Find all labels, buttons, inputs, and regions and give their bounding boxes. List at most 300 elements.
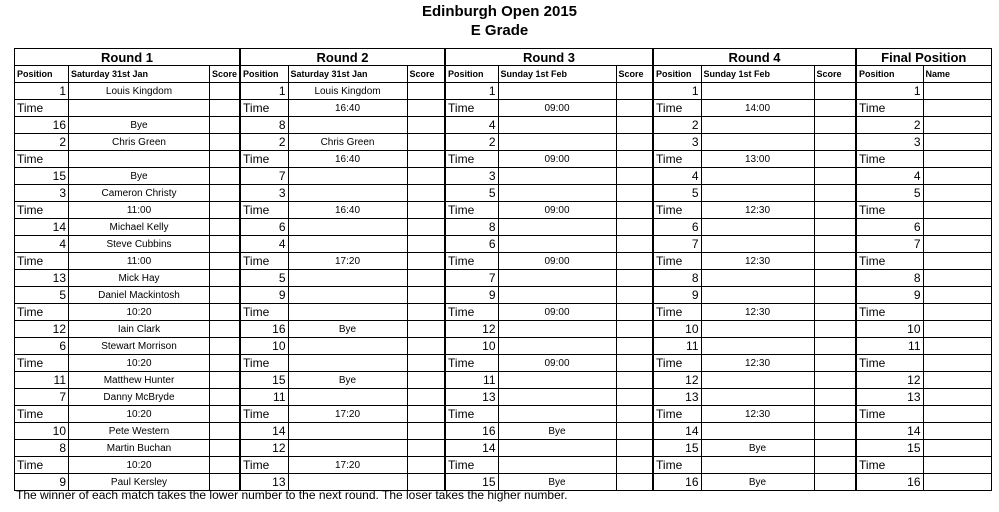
r2-position: 7 bbox=[240, 168, 288, 185]
r2-position: 4 bbox=[240, 236, 288, 253]
r3-player-name: Bye bbox=[498, 423, 616, 440]
r1-score-cell[interactable] bbox=[210, 389, 241, 406]
r3-score-cell bbox=[616, 457, 653, 474]
r1-position: 9 bbox=[15, 474, 69, 491]
r3-player-name bbox=[498, 270, 616, 287]
r1-score-cell[interactable] bbox=[210, 338, 241, 355]
r1-player-name: Cameron Christy bbox=[69, 185, 210, 202]
r2-position: 5 bbox=[240, 270, 288, 287]
r3-time-label: Time bbox=[445, 253, 498, 270]
r3-score-cell[interactable] bbox=[616, 219, 653, 236]
r2-score-cell[interactable] bbox=[407, 236, 445, 253]
r2-position-header: Position bbox=[240, 66, 288, 83]
r3-match-time: 09:00 bbox=[498, 100, 616, 117]
final-blank-cell bbox=[923, 151, 991, 168]
r3-position: 14 bbox=[445, 440, 498, 457]
r2-score-cell[interactable] bbox=[407, 372, 445, 389]
r3-position-header: Position bbox=[445, 66, 498, 83]
r4-player-name bbox=[701, 287, 814, 304]
position-row bbox=[15, 338, 992, 355]
r3-time-label: Time bbox=[445, 100, 498, 117]
position-row bbox=[15, 440, 992, 457]
final-time-label: Time bbox=[856, 355, 923, 372]
r1-score-cell[interactable] bbox=[210, 219, 241, 236]
round-4-header: Round 4 bbox=[653, 49, 856, 66]
r3-score-cell[interactable] bbox=[616, 236, 653, 253]
final-name-cell[interactable] bbox=[923, 219, 991, 236]
r3-score-cell[interactable] bbox=[616, 287, 653, 304]
position-row bbox=[15, 236, 992, 253]
r1-time-label: Time bbox=[15, 100, 69, 117]
r1-player-name: Martin Buchan bbox=[69, 440, 210, 457]
r3-position: 7 bbox=[445, 270, 498, 287]
final-name-cell[interactable] bbox=[923, 389, 991, 406]
r3-match-time: 09:00 bbox=[498, 151, 616, 168]
r2-position: 1 bbox=[240, 83, 288, 100]
r3-score-cell bbox=[616, 151, 653, 168]
r4-position: 1 bbox=[653, 83, 701, 100]
r4-position: 4 bbox=[653, 168, 701, 185]
final-name-cell[interactable] bbox=[923, 168, 991, 185]
r1-match-time bbox=[69, 100, 210, 117]
r1-player-name: Chris Green bbox=[69, 134, 210, 151]
r2-score-cell[interactable] bbox=[407, 117, 445, 134]
final-position: 3 bbox=[856, 134, 923, 151]
r2-score-cell bbox=[407, 202, 445, 219]
r3-position: 11 bbox=[445, 372, 498, 389]
r2-player-name bbox=[288, 389, 407, 406]
r2-score-cell[interactable] bbox=[407, 321, 445, 338]
r3-player-name bbox=[498, 117, 616, 134]
r3-score-cell[interactable] bbox=[616, 372, 653, 389]
r4-position: 13 bbox=[653, 389, 701, 406]
r1-score-cell[interactable] bbox=[210, 440, 241, 457]
r3-time-label: Time bbox=[445, 202, 498, 219]
r3-time-label: Time bbox=[445, 457, 498, 474]
r2-position: 6 bbox=[240, 219, 288, 236]
position-row bbox=[15, 389, 992, 406]
r4-score-cell bbox=[814, 304, 856, 321]
r3-position: 15 bbox=[445, 474, 498, 491]
position-row bbox=[15, 423, 992, 440]
r3-score-cell[interactable] bbox=[616, 168, 653, 185]
r4-match-time: 12:30 bbox=[701, 355, 814, 372]
r4-score-cell[interactable] bbox=[814, 219, 856, 236]
final-time-label: Time bbox=[856, 151, 923, 168]
r4-time-label: Time bbox=[653, 457, 701, 474]
time-row bbox=[15, 406, 992, 423]
r3-player-name bbox=[498, 83, 616, 100]
r3-position: 9 bbox=[445, 287, 498, 304]
r2-score-cell bbox=[407, 355, 445, 372]
r1-position: 3 bbox=[15, 185, 69, 202]
r1-player-name: Bye bbox=[69, 168, 210, 185]
r2-score-cell[interactable] bbox=[407, 287, 445, 304]
final-position: 2 bbox=[856, 117, 923, 134]
r3-position: 3 bbox=[445, 168, 498, 185]
r4-score-cell[interactable] bbox=[814, 321, 856, 338]
r4-score-cell bbox=[814, 202, 856, 219]
r4-time-label: Time bbox=[653, 151, 701, 168]
r2-score-cell[interactable] bbox=[407, 440, 445, 457]
r1-position: 13 bbox=[15, 270, 69, 287]
r1-position: 16 bbox=[15, 117, 69, 134]
r3-match-time: 09:00 bbox=[498, 355, 616, 372]
r3-match-time: 09:00 bbox=[498, 202, 616, 219]
r4-score-cell[interactable] bbox=[814, 270, 856, 287]
final-name-cell[interactable] bbox=[923, 423, 991, 440]
r1-match-time: 10:20 bbox=[69, 304, 210, 321]
r4-score-cell[interactable] bbox=[814, 236, 856, 253]
r1-score-cell[interactable] bbox=[210, 185, 241, 202]
r4-time-label: Time bbox=[653, 100, 701, 117]
r2-match-time bbox=[288, 355, 407, 372]
r4-score-cell bbox=[814, 151, 856, 168]
r1-score-cell[interactable] bbox=[210, 270, 241, 287]
r3-player-name bbox=[498, 440, 616, 457]
r3-position: 8 bbox=[445, 219, 498, 236]
r3-player-name bbox=[498, 134, 616, 151]
time-row bbox=[15, 202, 992, 219]
r2-score-cell bbox=[407, 253, 445, 270]
page-title: Edinburgh Open 2015 bbox=[421, 3, 578, 20]
r3-match-time bbox=[498, 406, 616, 423]
r3-player-name bbox=[498, 219, 616, 236]
r3-day-header: Sunday 1st Feb bbox=[498, 66, 616, 83]
r2-position: 11 bbox=[240, 389, 288, 406]
r2-time-label: Time bbox=[240, 304, 288, 321]
time-row bbox=[15, 457, 992, 474]
r1-score-cell[interactable] bbox=[210, 117, 241, 134]
r2-position: 10 bbox=[240, 338, 288, 355]
r3-score-cell[interactable] bbox=[616, 440, 653, 457]
r3-score-cell[interactable] bbox=[616, 270, 653, 287]
r4-position: 10 bbox=[653, 321, 701, 338]
final-position-col-header: Position bbox=[856, 66, 923, 83]
r4-score-cell[interactable] bbox=[814, 168, 856, 185]
final-name-cell[interactable] bbox=[923, 440, 991, 457]
final-blank-cell bbox=[923, 355, 991, 372]
final-blank-cell bbox=[923, 100, 991, 117]
final-position: 5 bbox=[856, 185, 923, 202]
r1-time-label: Time bbox=[15, 304, 69, 321]
position-row bbox=[15, 134, 992, 151]
r2-player-name: Bye bbox=[288, 321, 407, 338]
final-position: 12 bbox=[856, 372, 923, 389]
r2-score-cell bbox=[407, 304, 445, 321]
r2-score-cell[interactable] bbox=[407, 83, 445, 100]
r4-score-cell[interactable] bbox=[814, 117, 856, 134]
r3-score-cell[interactable] bbox=[616, 423, 653, 440]
position-row bbox=[15, 168, 992, 185]
r1-score-cell bbox=[210, 202, 241, 219]
round-header-row bbox=[15, 49, 992, 66]
final-name-cell[interactable] bbox=[923, 372, 991, 389]
r3-score-cell bbox=[616, 100, 653, 117]
r4-position: 16 bbox=[653, 474, 701, 491]
final-name-cell[interactable] bbox=[923, 117, 991, 134]
r2-player-name: Chris Green bbox=[288, 134, 407, 151]
r2-score-cell bbox=[407, 406, 445, 423]
r4-position: 7 bbox=[653, 236, 701, 253]
r4-time-label: Time bbox=[653, 304, 701, 321]
r4-position: 14 bbox=[653, 423, 701, 440]
r4-player-name bbox=[701, 236, 814, 253]
r1-position: 14 bbox=[15, 219, 69, 236]
r4-time-label: Time bbox=[653, 355, 701, 372]
final-name-cell[interactable] bbox=[923, 338, 991, 355]
r1-score-cell bbox=[210, 457, 241, 474]
r1-position: 4 bbox=[15, 236, 69, 253]
r1-position: 6 bbox=[15, 338, 69, 355]
position-row bbox=[15, 83, 992, 100]
r3-position: 10 bbox=[445, 338, 498, 355]
r3-player-name bbox=[498, 168, 616, 185]
final-blank-cell bbox=[923, 304, 991, 321]
r4-time-label: Time bbox=[653, 406, 701, 423]
r1-score-cell bbox=[210, 253, 241, 270]
round-3-header: Round 3 bbox=[445, 49, 653, 66]
r4-position: 11 bbox=[653, 338, 701, 355]
r3-match-time: 09:00 bbox=[498, 253, 616, 270]
r3-time-label: Time bbox=[445, 406, 498, 423]
final-name-cell[interactable] bbox=[923, 134, 991, 151]
r2-match-time: 16:40 bbox=[288, 202, 407, 219]
final-name-col-header: Name bbox=[923, 66, 991, 83]
final-blank-cell bbox=[923, 457, 991, 474]
final-time-label: Time bbox=[856, 457, 923, 474]
r4-player-name bbox=[701, 83, 814, 100]
r4-player-name bbox=[701, 321, 814, 338]
r4-score-cell bbox=[814, 253, 856, 270]
r1-score-cell[interactable] bbox=[210, 83, 241, 100]
r4-player-name bbox=[701, 423, 814, 440]
r1-player-name: Danny McBryde bbox=[69, 389, 210, 406]
column-header-row bbox=[15, 66, 992, 83]
r4-score-cell[interactable] bbox=[814, 185, 856, 202]
r2-position: 8 bbox=[240, 117, 288, 134]
r1-player-name: Michael Kelly bbox=[69, 219, 210, 236]
r2-time-label: Time bbox=[240, 151, 288, 168]
final-blank-cell bbox=[923, 202, 991, 219]
r1-score-cell bbox=[210, 355, 241, 372]
r2-score-header: Score bbox=[407, 66, 445, 83]
r4-score-cell[interactable] bbox=[814, 287, 856, 304]
final-name-cell[interactable] bbox=[923, 270, 991, 287]
r1-score-cell bbox=[210, 151, 241, 168]
r3-score-cell[interactable] bbox=[616, 338, 653, 355]
final-name-cell[interactable] bbox=[923, 83, 991, 100]
r3-player-name: Bye bbox=[498, 474, 616, 491]
r3-player-name bbox=[498, 338, 616, 355]
position-row bbox=[15, 185, 992, 202]
r1-match-time: 10:20 bbox=[69, 355, 210, 372]
r1-position: 5 bbox=[15, 287, 69, 304]
position-row bbox=[15, 117, 992, 134]
r3-time-label: Time bbox=[445, 304, 498, 321]
final-position: 11 bbox=[856, 338, 923, 355]
final-position: 7 bbox=[856, 236, 923, 253]
final-position: 9 bbox=[856, 287, 923, 304]
r1-time-label: Time bbox=[15, 406, 69, 423]
r1-match-time: 11:00 bbox=[69, 253, 210, 270]
final-blank-cell bbox=[923, 253, 991, 270]
r1-score-cell[interactable] bbox=[210, 372, 241, 389]
r4-position: 8 bbox=[653, 270, 701, 287]
r1-player-name: Paul Kersley bbox=[69, 474, 210, 491]
r3-position: 12 bbox=[445, 321, 498, 338]
r1-time-label: Time bbox=[15, 202, 69, 219]
r1-score-cell bbox=[210, 100, 241, 117]
position-row bbox=[15, 287, 992, 304]
r2-match-time bbox=[288, 304, 407, 321]
r3-score-cell[interactable] bbox=[616, 474, 653, 491]
r1-score-cell[interactable] bbox=[210, 236, 241, 253]
r3-score-cell[interactable] bbox=[616, 83, 653, 100]
r2-player-name bbox=[288, 287, 407, 304]
r2-time-label: Time bbox=[240, 202, 288, 219]
r4-score-cell[interactable] bbox=[814, 474, 856, 491]
r4-position-header: Position bbox=[653, 66, 701, 83]
final-position: 15 bbox=[856, 440, 923, 457]
final-blank-cell bbox=[923, 406, 991, 423]
final-time-label: Time bbox=[856, 253, 923, 270]
r2-score-cell[interactable] bbox=[407, 219, 445, 236]
r2-time-label: Time bbox=[240, 355, 288, 372]
time-row bbox=[15, 100, 992, 117]
r3-score-cell[interactable] bbox=[616, 389, 653, 406]
r2-player-name bbox=[288, 423, 407, 440]
r3-score-cell[interactable] bbox=[616, 185, 653, 202]
r1-player-name: Bye bbox=[69, 117, 210, 134]
r1-position: 8 bbox=[15, 440, 69, 457]
r4-match-time bbox=[701, 457, 814, 474]
r4-player-name bbox=[701, 270, 814, 287]
r1-score-cell bbox=[210, 304, 241, 321]
final-name-cell[interactable] bbox=[923, 236, 991, 253]
r4-player-name bbox=[701, 168, 814, 185]
page-subtitle: E Grade bbox=[470, 22, 529, 39]
final-name-cell[interactable] bbox=[923, 287, 991, 304]
r1-score-cell[interactable] bbox=[210, 168, 241, 185]
r4-match-time: 14:00 bbox=[701, 100, 814, 117]
r4-player-name: Bye bbox=[701, 474, 814, 491]
final-time-label: Time bbox=[856, 304, 923, 321]
r3-position: 1 bbox=[445, 83, 498, 100]
r2-player-name bbox=[288, 270, 407, 287]
final-name-cell[interactable] bbox=[923, 185, 991, 202]
r4-match-time: 13:00 bbox=[701, 151, 814, 168]
r2-time-label: Time bbox=[240, 406, 288, 423]
r2-time-label: Time bbox=[240, 457, 288, 474]
r2-player-name bbox=[288, 236, 407, 253]
r3-score-cell[interactable] bbox=[616, 321, 653, 338]
time-row bbox=[15, 304, 992, 321]
r3-position: 4 bbox=[445, 117, 498, 134]
final-position: 16 bbox=[856, 474, 923, 491]
r2-match-time: 17:20 bbox=[288, 406, 407, 423]
r2-score-cell[interactable] bbox=[407, 185, 445, 202]
r2-position: 3 bbox=[240, 185, 288, 202]
r1-score-cell[interactable] bbox=[210, 321, 241, 338]
r4-player-name bbox=[701, 372, 814, 389]
r4-score-cell[interactable] bbox=[814, 372, 856, 389]
r1-score-cell[interactable] bbox=[210, 423, 241, 440]
r2-player-name: Bye bbox=[288, 372, 407, 389]
r4-position: 2 bbox=[653, 117, 701, 134]
r4-player-name bbox=[701, 134, 814, 151]
r4-score-cell[interactable] bbox=[814, 83, 856, 100]
r1-position-header: Position bbox=[15, 66, 69, 83]
r4-score-cell[interactable] bbox=[814, 440, 856, 457]
r1-time-label: Time bbox=[15, 355, 69, 372]
time-row bbox=[15, 355, 992, 372]
r1-score-cell[interactable] bbox=[210, 134, 241, 151]
r4-position: 12 bbox=[653, 372, 701, 389]
r2-player-name bbox=[288, 440, 407, 457]
r3-score-cell bbox=[616, 304, 653, 321]
r2-score-cell bbox=[407, 151, 445, 168]
r2-score-cell[interactable] bbox=[407, 338, 445, 355]
r2-position: 12 bbox=[240, 440, 288, 457]
r3-score-cell bbox=[616, 202, 653, 219]
time-row bbox=[15, 253, 992, 270]
r1-player-name: Iain Clark bbox=[69, 321, 210, 338]
final-position: 8 bbox=[856, 270, 923, 287]
r2-score-cell[interactable] bbox=[407, 389, 445, 406]
final-position-header: Final Position bbox=[856, 49, 991, 66]
r4-player-name bbox=[701, 117, 814, 134]
r3-score-cell bbox=[616, 253, 653, 270]
r4-score-cell bbox=[814, 100, 856, 117]
r2-score-cell bbox=[407, 457, 445, 474]
r3-player-name bbox=[498, 287, 616, 304]
r2-position: 13 bbox=[240, 474, 288, 491]
final-name-cell[interactable] bbox=[923, 474, 991, 491]
r2-player-name bbox=[288, 338, 407, 355]
r4-score-cell bbox=[814, 406, 856, 423]
r4-player-name bbox=[701, 185, 814, 202]
r4-score-cell[interactable] bbox=[814, 423, 856, 440]
r1-position: 15 bbox=[15, 168, 69, 185]
r1-time-label: Time bbox=[15, 253, 69, 270]
r1-player-name: Steve Cubbins bbox=[69, 236, 210, 253]
r4-score-cell[interactable] bbox=[814, 134, 856, 151]
final-name-cell[interactable] bbox=[923, 321, 991, 338]
r2-position: 14 bbox=[240, 423, 288, 440]
r1-score-cell[interactable] bbox=[210, 287, 241, 304]
r3-score-cell[interactable] bbox=[616, 134, 653, 151]
r3-position: 13 bbox=[445, 389, 498, 406]
r1-score-header: Score bbox=[210, 66, 241, 83]
r1-player-name: Stewart Morrison bbox=[69, 338, 210, 355]
r2-score-cell[interactable] bbox=[407, 168, 445, 185]
r2-score-cell[interactable] bbox=[407, 270, 445, 287]
r2-match-time: 17:20 bbox=[288, 253, 407, 270]
r4-score-header: Score bbox=[814, 66, 856, 83]
r2-day-header: Saturday 31st Jan bbox=[288, 66, 407, 83]
r3-score-cell[interactable] bbox=[616, 117, 653, 134]
r1-time-label: Time bbox=[15, 457, 69, 474]
r4-score-cell[interactable] bbox=[814, 338, 856, 355]
r4-player-name: Bye bbox=[701, 440, 814, 457]
r2-player-name: Louis Kingdom bbox=[288, 83, 407, 100]
r4-score-cell[interactable] bbox=[814, 389, 856, 406]
position-row bbox=[15, 270, 992, 287]
r2-score-cell[interactable] bbox=[407, 134, 445, 151]
r2-score-cell[interactable] bbox=[407, 423, 445, 440]
final-position: 10 bbox=[856, 321, 923, 338]
